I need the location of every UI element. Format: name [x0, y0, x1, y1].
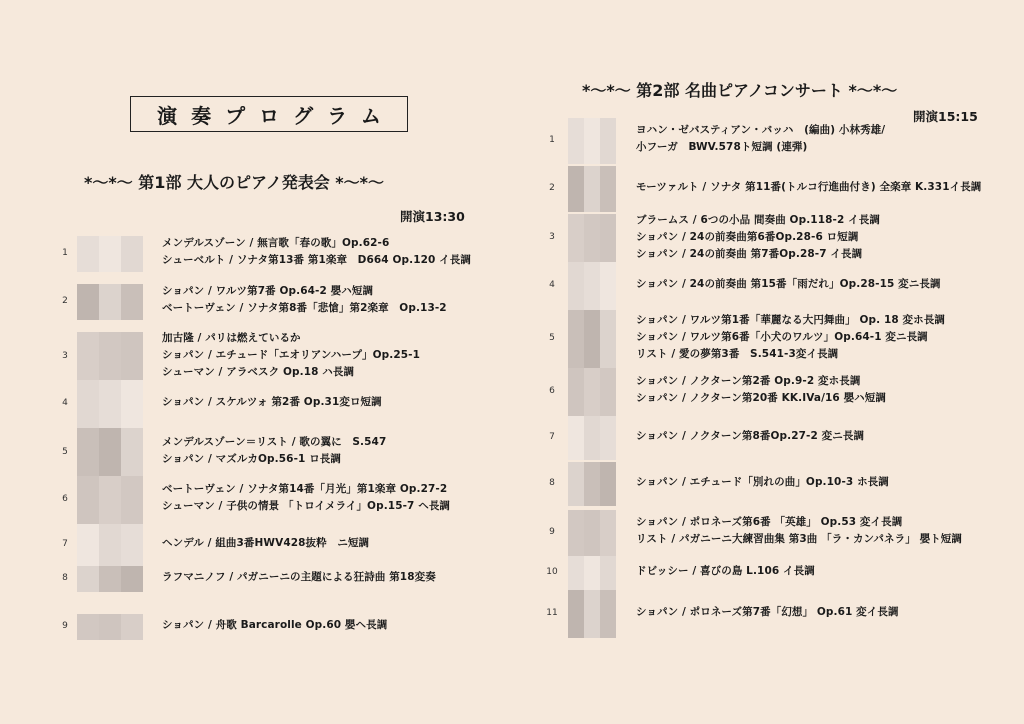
piece-entry: ショパン / ワルツ第6番「小犬のワルツ」Op.64-1 変ニ長調 [636, 330, 928, 343]
blurred-performer-photo [77, 380, 143, 428]
piece-entry: リスト / パガニーニ大練習曲集 第3曲 「ラ・カンパネラ」 嬰ト短調 [636, 533, 962, 545]
piece-list [162, 394, 382, 411]
row-number: 5 [549, 333, 555, 343]
blurred-performer-photo [77, 428, 143, 478]
row-number: 6 [62, 494, 68, 504]
piece-entry: ショパン / ノクターン第20番 KK.IVa/16 嬰ハ短調 [636, 392, 886, 404]
piece-entry: シューベルト / ソナタ第13番 第1楽章 D664 Op.120 イ長調 [162, 254, 471, 266]
row-number: 3 [549, 232, 555, 242]
piece-list [636, 312, 945, 363]
piece-entry: ショパン / 24の前奏曲第6番Op.28-6 ロ短調 [636, 231, 859, 243]
blurred-performer-photo [568, 556, 616, 590]
piece-list [162, 535, 369, 552]
piece-entry: ラフマニノフ / パガニーニの主題による狂詩曲 第18変奏 [162, 570, 436, 583]
piece-entry: ショパン / 24の前奏曲 第7番Op.28-7 イ長調 [636, 248, 863, 260]
row-number: 7 [549, 432, 555, 442]
piece-entry: ショパン / ワルツ第7番 Op.64-2 嬰ハ短調 [162, 285, 374, 297]
piece-list [636, 604, 899, 621]
piece-list [162, 235, 471, 269]
blurred-performer-photo [77, 236, 143, 272]
blurred-performer-photo [568, 590, 616, 638]
piece-entry: ショパン / ノクターン第2番 Op.9-2 変ホ長調 [636, 375, 861, 387]
part1-start-time: 開演13:30 [400, 209, 465, 224]
piece-entry: 加古隆 / パリは燃えているか [162, 332, 301, 344]
piece-list [636, 373, 886, 407]
piece-entry: ドビッシー / 喜びの島 L.106 イ長調 [636, 564, 815, 577]
row-number: 3 [62, 351, 68, 361]
piece-entry: リスト / 愛の夢第3番 S.541-3変イ長調 [636, 347, 839, 360]
piece-list [162, 481, 450, 515]
program-title: 演奏プログラム [130, 96, 408, 132]
row-number: 8 [62, 573, 68, 583]
blurred-performer-photo [77, 566, 143, 592]
blurred-performer-photo [77, 476, 143, 524]
piece-entry: 小フーガ BWV.578ト短調 (連弾) [636, 141, 808, 153]
row-number: 9 [549, 527, 555, 537]
piece-list [162, 569, 436, 586]
piece-list [636, 563, 815, 580]
piece-list [636, 122, 885, 156]
piece-entry: ショパン / スケルツォ 第2番 Op.31変ロ短調 [162, 395, 382, 408]
blurred-performer-photo [77, 614, 143, 640]
piece-entry: ブラームス / 6つの小品 間奏曲 Op.118-2 イ長調 [636, 214, 880, 226]
piece-list [636, 474, 889, 491]
piece-list [636, 428, 864, 445]
piece-entry: ベートーヴェン / ソナタ第14番「月光」第1楽章 Op.27-2 [162, 483, 448, 495]
blurred-performer-photo [568, 462, 616, 506]
row-number: 10 [546, 567, 558, 577]
row-number: 2 [549, 183, 555, 193]
blurred-performer-photo [568, 118, 616, 164]
row-number: 8 [549, 478, 555, 488]
piece-entry: ショパン / エチュード「エオリアンハープ」Op.25-1 [162, 349, 421, 361]
blurred-performer-photo [568, 166, 616, 212]
piece-entry: ショパン / ポロネーズ第7番「幻想」 Op.61 変イ長調 [636, 605, 899, 618]
part2-title: *〜*〜 第2部 名曲ピアノコンサート *〜*〜 [582, 81, 898, 100]
piece-entry: ベートーヴェン / ソナタ第8番「悲愴」第2楽章 Op.13-2 [162, 302, 447, 314]
piece-entry: シューマン / 子供の情景 「トロイメライ」Op.15-7 ヘ長調 [162, 500, 451, 512]
piece-entry: メンデルスゾーン＝リスト / 歌の翼に S.547 [162, 436, 387, 448]
blurred-performer-photo [568, 262, 616, 310]
piece-entry: ショパン / ポロネーズ第6番 「英雄」 Op.53 変イ長調 [636, 516, 903, 528]
piece-entry: メンデルスゾーン / 無言歌「春の歌」Op.62-6 [162, 237, 390, 249]
piece-entry: ショパン / ワルツ第1番「華麗なる大円舞曲」 Op. 18 変ホ長調 [636, 313, 945, 326]
piece-entry: ショパン / 24の前奏曲 第15番「雨だれ」Op.28-15 変ニ長調 [636, 277, 941, 290]
row-number: 9 [62, 621, 68, 631]
blurred-performer-photo [77, 524, 143, 566]
piece-entry: ショパン / 舟歌 Barcarolle Op.60 嬰ヘ長調 [162, 618, 388, 631]
piece-list [636, 179, 981, 196]
blurred-performer-photo [568, 510, 616, 556]
blurred-performer-photo [568, 416, 616, 460]
row-number: 5 [62, 447, 68, 457]
blurred-performer-photo [568, 368, 616, 416]
row-number: 1 [62, 248, 68, 258]
piece-entry: ショパン / エチュード「別れの曲」Op.10-3 ホ長調 [636, 475, 889, 488]
row-number: 6 [549, 386, 555, 396]
piece-list [162, 330, 420, 381]
piece-entry: ショパン / ノクターン第8番Op.27-2 変ニ長調 [636, 429, 865, 442]
row-number: 11 [546, 608, 558, 618]
row-number: 2 [62, 296, 68, 306]
piece-list [162, 617, 387, 634]
piece-list [162, 434, 386, 468]
piece-list [636, 514, 962, 548]
part2-start-time: 開演15:15 [913, 109, 978, 124]
piece-entry: シューマン / アラベスク Op.18 ハ長調 [162, 366, 355, 378]
blurred-performer-photo [568, 214, 616, 262]
piece-entry: ヘンデル / 組曲3番HWV428抜粋 ニ短調 [162, 536, 370, 549]
row-number: 1 [549, 135, 555, 145]
part1-title: *〜*〜 第1部 大人のピアノ発表会 *〜*〜 [84, 173, 385, 192]
blurred-performer-photo [568, 310, 616, 368]
piece-list [162, 283, 447, 317]
piece-list [636, 276, 941, 293]
piece-entry: モーツァルト / ソナタ 第11番(トルコ行進曲付き) 全楽章 K.331イ長調 [636, 180, 982, 193]
piece-list [636, 212, 880, 263]
row-number: 7 [62, 539, 68, 549]
row-number: 4 [549, 280, 555, 290]
piece-entry: ヨハン・ゼバスティアン・バッハ (編曲) 小林秀雄/ [636, 124, 886, 136]
blurred-performer-photo [77, 332, 143, 382]
row-number: 4 [62, 398, 68, 408]
blurred-performer-photo [77, 284, 143, 320]
piece-entry: ショパン / マズルカOp.56-1 ロ長調 [162, 453, 341, 465]
